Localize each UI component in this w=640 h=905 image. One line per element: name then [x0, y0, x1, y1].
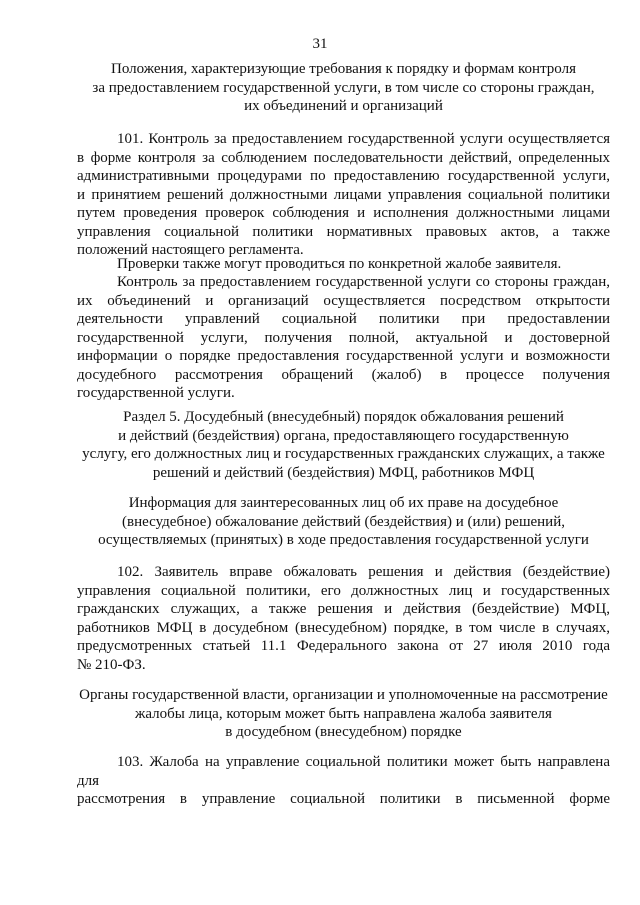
section-5-heading — [77, 408, 610, 482]
heading-line: решений и действий (бездействия) МФЦ, работников МФЦ — [152, 464, 535, 481]
text-line: государственной услуги. — [77, 385, 235, 401]
text-line: 102. Заявитель вправе обжаловать решения и действия (бездействие) — [117, 564, 610, 580]
text-line: деятельности управлений социальной политики при предоставлении — [77, 311, 610, 327]
heading-line: Органы государственной власти, организации и уполномоченные на рассмотрение — [79, 687, 608, 703]
heading-line: (внесудебное) обжалование действий (бездействия) и (или) решений, — [122, 513, 565, 530]
control-heading — [77, 60, 610, 116]
text-line: Проверки также могут проводиться по конкретной жалобе заявителя. — [117, 256, 562, 272]
text-line: управления социальной политики нормативных правовых актов, а также — [77, 223, 610, 240]
heading-line: Раздел 5. Досудебный (внесудебный) порядок обжалования решений — [123, 409, 564, 425]
text-line: досудебного рассмотрения обращений (жалоб) в процессе получения — [77, 366, 610, 383]
text-line: государственной услуги, получения полной, актуальной и достоверной — [77, 329, 610, 346]
paragraph-101 — [77, 130, 610, 260]
text-line: 103. Жалоба на управление социальной политики может быть направлена для — [77, 754, 610, 789]
heading-line: Положения, характеризующие требования к порядку и формам контроля — [110, 61, 576, 77]
text-line: информации о порядке предоставления государственной услуги и возможности — [77, 348, 610, 364]
text-line: рассмотрения в управление социальной политики в письменной форме — [77, 791, 610, 807]
text-line: и принятием решений должностными лицами управления социальной политики — [77, 186, 610, 203]
heading-line: жалобы лица, которым может быть направлена жалоба заявителя — [135, 705, 552, 722]
text-line: положений настоящего регламента. — [77, 242, 304, 258]
text-line: предусмотренных статьей 11.1 Федерального закона от 27 июля 2010 года — [77, 638, 610, 654]
text-line: гражданских служащих, а также решения и действия (бездействие) МФЦ, — [77, 601, 610, 617]
text-line: их объединений и организаций осуществляется посредством открытости — [77, 292, 610, 309]
heading-line: услугу, его должностных лиц и государственных гражданских служащих, а также — [82, 446, 605, 462]
text-line: № 210-ФЗ. — [77, 656, 146, 673]
text-line: в форме контроля за соблюдением последовательности действий, определенных — [77, 149, 610, 166]
heading-line: и действий (бездействия) органа, предоставляющего государственную — [118, 427, 569, 444]
text-line: административными процедурами по предоставлению государственной услуги, — [77, 168, 610, 184]
paragraph-102 — [77, 563, 610, 674]
text-line: Контроль за предоставлением государственной услуги со стороны граждан, — [117, 274, 610, 290]
text-line: работников МФЦ в досудебном (внесудебном) порядке, в том числе в случаях, — [77, 619, 610, 636]
heading-line: Информация для заинтересованных лиц об их праве на досудебное — [128, 495, 559, 511]
heading-line: в досудебном (внесудебном) порядке — [225, 724, 462, 740]
organs-heading — [77, 686, 610, 742]
heading-line: их объединений и организаций — [244, 98, 443, 114]
heading-line: осуществляемых (принятых) в ходе предоставления государственной услуги — [98, 532, 589, 548]
paragraph-checks — [77, 255, 610, 274]
paragraph-103 — [77, 753, 610, 809]
paragraph-public-control — [77, 273, 610, 403]
text-line: путем проведения проверок соблюдения и исполнения должностными лицами — [77, 205, 610, 221]
text-line: управления социальной политики, его должностных лиц и государственных — [77, 582, 610, 599]
heading-line: за предоставлением государственной услуги, в том числе со стороны граждан, — [92, 79, 595, 96]
info-heading — [77, 494, 610, 550]
text-line: 101. Контроль за предоставлением государственной услуги осуществляется — [117, 131, 610, 147]
page-number: 31 — [312, 36, 328, 52]
